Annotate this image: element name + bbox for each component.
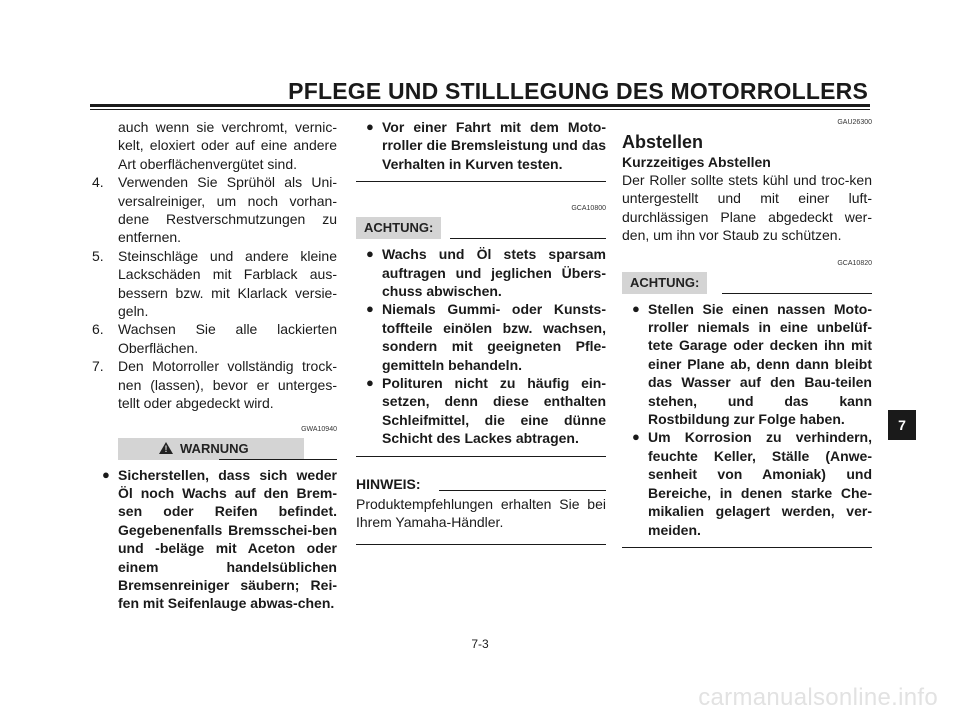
warning-badge xyxy=(118,438,304,460)
warning-header xyxy=(92,438,337,460)
exclamation-icon: ! xyxy=(164,443,168,454)
caution-code: GCA10800 xyxy=(571,205,606,213)
list-item xyxy=(92,247,337,321)
column-right xyxy=(622,118,872,548)
caution-list xyxy=(356,245,606,447)
warning-code: GWA10940 xyxy=(301,425,337,433)
bullet-icon: ● xyxy=(632,300,640,316)
caution-text: Wachs und Öl stets sparsam auftragen und jeglichen Übers-chuss abwischen. xyxy=(382,246,606,300)
caution-item xyxy=(356,374,606,448)
bullet-icon: ● xyxy=(102,466,110,482)
subsection-title: Kurzzeitiges Abstellen xyxy=(622,154,771,170)
section-code: GAU26300 xyxy=(837,119,872,126)
list-number: 6. xyxy=(92,321,104,338)
note-text: Produktempfehlungen erhalten Sie bei Ihrem Yamaha-Händler. xyxy=(356,495,606,531)
caution-badge: ACHTUNG: xyxy=(622,272,707,294)
caution-item xyxy=(622,300,872,429)
caution-header xyxy=(622,272,872,294)
bullet-icon: ● xyxy=(366,375,374,391)
bullet-icon: ● xyxy=(366,301,374,317)
bullet-icon: ● xyxy=(366,246,374,262)
header-rule xyxy=(90,104,870,107)
end-rule xyxy=(356,181,606,182)
list-number: 7. xyxy=(92,358,104,375)
column-left xyxy=(92,118,337,613)
caution-list xyxy=(622,300,872,539)
bullet-icon: ● xyxy=(366,119,374,134)
caution-item xyxy=(622,428,872,538)
caution-text: Stellen Sie einen nassen Moto-rroller niemals in eine unbelüf-tete Garage oder decken ihn mit einer Plane ab, denn dann bleibt das Wasser auf den Bau-teilen stehen, und das kann Rostbildung zur Folge haben. xyxy=(648,300,872,428)
list-text: Steinschläge und andere kleine Lackschäden mit Farblack aus-bessern bzw. mit Klarlack versie-geln. xyxy=(118,247,337,320)
caution-text: Um Korrosion zu verhindern, feuchte Keller, Ställe (Anwe-senheit von Amoniak) und Bereiche, in denen starke Che-mikalien gelagert werden, ver-meiden. xyxy=(648,429,872,538)
top-bullet-text: Vor einer Fahrt mit dem Moto-rroller die Bremsleistung und das Verhalten in Kurven testen. xyxy=(382,119,606,172)
warning-text: Sicherstellen, dass sich weder Öl noch Wachs auf den Brem-sen oder Reifen befindet. Gegebenenfalls Bremsschei-ben und -beläge mit Aceton oder einem handelsüblichen Bremsenreiniger säubern; Rei-fen mit Seifenlauge abwas-chen. xyxy=(118,466,337,612)
note-header xyxy=(356,475,606,495)
list-text: Verwenden Sie Sprühöl als Uni-versalreiniger, um noch vorhan-dene Restverschmutzungen zu entfernen. xyxy=(118,174,337,246)
list-number: 5. xyxy=(92,247,104,264)
list-item xyxy=(92,320,337,357)
warning-list xyxy=(92,466,337,613)
list-text: Den Motorroller vollständig trock-nen (lassen), bevor er unterges-tellt oder abgedeckt wird. xyxy=(118,358,337,412)
caution-header xyxy=(356,217,606,239)
caution-text: Polituren nicht zu häufig ein-setzen, denn diese enthalten Schleifmittel, die eine dünne Schicht des Lackes abtragen. xyxy=(382,375,606,447)
intro-paragraph: auch wenn sie verchromt, vernic-kelt, eloxiert oder auf eine andere Art oberflächenvergütet sind. xyxy=(118,119,337,172)
page-header-title: PFLEGE UND STILLLEGUNG DES MOTORROLLERS xyxy=(288,78,868,104)
body-paragraph: Der Roller sollte stets kühl und troc-ken untergestellt und mit einer luft-durchlässigen Plane abgedeckt wer-den, um ihn vor Staub zu schützen. xyxy=(622,172,872,244)
watermark: carmanualsonline.info xyxy=(698,684,938,711)
bullet-icon: ● xyxy=(632,429,640,445)
note-label: HINWEIS: xyxy=(356,475,421,492)
chapter-tab: 7 xyxy=(888,410,916,440)
caution-code: GCA10820 xyxy=(837,259,872,267)
end-rule xyxy=(622,547,872,548)
caution-item xyxy=(356,300,606,374)
caution-rule xyxy=(722,293,872,294)
column-middle xyxy=(356,118,606,545)
header-rule-thin xyxy=(90,109,870,110)
note-rule xyxy=(439,490,606,491)
end-rule xyxy=(356,456,606,457)
caution-rule xyxy=(450,238,606,239)
list-text: Wachsen Sie alle lackierten Oberflächen. xyxy=(118,321,337,356)
warning-item xyxy=(92,466,337,613)
caution-item xyxy=(356,245,606,300)
list-number: 4. xyxy=(92,174,104,191)
end-rule xyxy=(356,544,606,545)
warning-label: WARNUNG xyxy=(180,440,249,456)
page-number: 7-3 xyxy=(471,637,489,651)
caution-text: Niemals Gummi- oder Kunsts-toffteile einölen bzw. wachsen, sondern mit geeigneten Pfle-gemitteln behandeln. xyxy=(382,301,606,373)
list-item xyxy=(92,357,337,412)
caution-badge: ACHTUNG: xyxy=(356,217,441,239)
list-item xyxy=(92,173,337,247)
warning-rule xyxy=(219,459,337,460)
top-bullet-item xyxy=(356,118,606,173)
section-title: Abstellen xyxy=(622,132,704,152)
